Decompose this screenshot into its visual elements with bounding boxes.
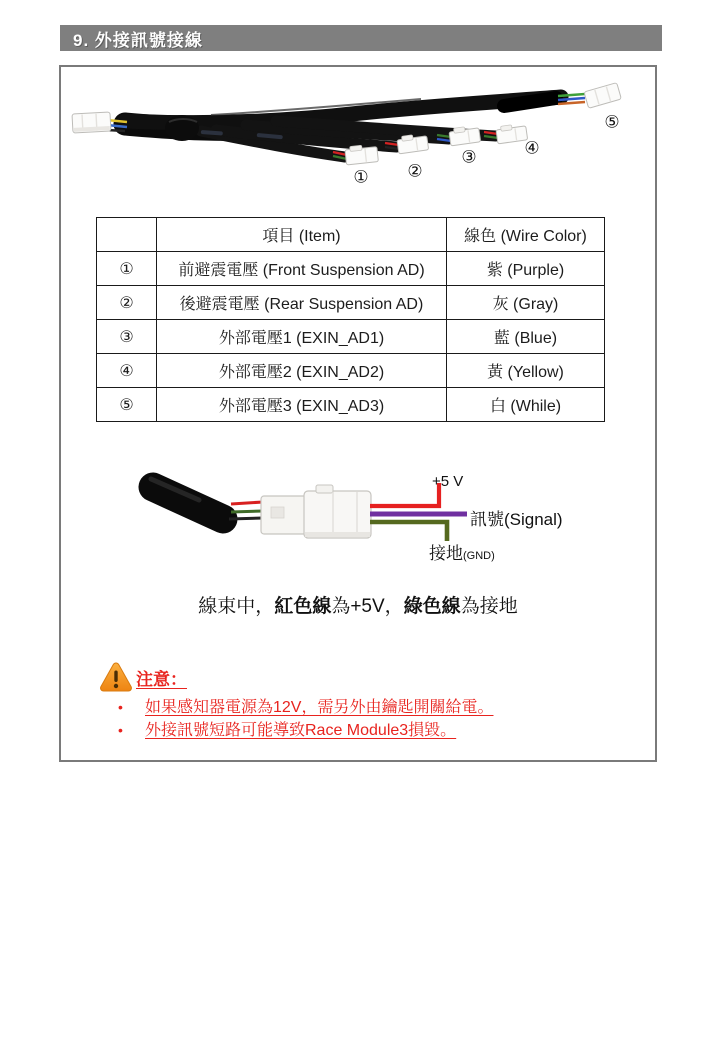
row3-item: 外部電壓1 (EXIN_AD1) (157, 320, 447, 354)
section-title: 9. 外接訊號接線 (73, 30, 203, 50)
connector-4 (496, 123, 528, 144)
caption-red-wire: 紅色線 (274, 596, 332, 617)
sensor-connector (261, 485, 371, 538)
row1-item: 前避震電壓 (Front Suspension AD) (157, 252, 447, 286)
warning-bullet-text: 外接訊號短路可能導致Race Module3損毀。 (145, 722, 457, 739)
photo-label-3: ③ (461, 147, 477, 167)
exclamation-bar (114, 671, 117, 683)
row1-num: ① (97, 252, 157, 286)
photo-label-5: ⑤ (604, 112, 620, 132)
warning-icon (99, 661, 133, 692)
connector-1 (345, 144, 379, 165)
row5-item: 外部電壓3 (EXIN_AD3) (157, 388, 447, 422)
connector-5 (584, 83, 621, 109)
row4-num: ④ (97, 354, 157, 388)
row2-item: 後避震電壓 (Rear Suspension AD) (157, 286, 447, 320)
row4-item: 外部電壓2 (EXIN_AD2) (157, 354, 447, 388)
caption-part: 為+5V， (331, 596, 404, 617)
caption-green-wire: 綠色線 (403, 596, 461, 617)
table-header-row (97, 218, 605, 252)
sensor-cable (153, 487, 223, 519)
photo-label-4: ④ (524, 138, 540, 158)
label-gnd-small: (GND) (463, 550, 495, 562)
row2-color: 灰 (Gray) (447, 286, 605, 320)
row1-color: 紫 (Purple) (447, 252, 605, 286)
label-gnd (429, 539, 495, 564)
table-row (97, 320, 605, 354)
table-row (97, 286, 605, 320)
header-item: 項目 (Item) (157, 218, 447, 252)
row3-num: ③ (97, 320, 157, 354)
label-gnd-text: 接地 (429, 544, 463, 563)
label-signal: 訊號(Signal) (470, 510, 563, 529)
bullet-dot: • (118, 722, 123, 738)
harness-caption (61, 591, 655, 618)
row2-num: ② (97, 286, 157, 320)
label-5v: +5 V (432, 473, 464, 490)
caption-part: 為接地 (460, 596, 518, 617)
row5-color: 白 (While) (447, 388, 605, 422)
warning-title: 注意： (136, 670, 187, 689)
section-title-bar (60, 25, 662, 51)
exclamation-dot (114, 684, 118, 688)
row5-num: ⑤ (97, 388, 157, 422)
warning-bullet-1 (118, 694, 493, 717)
heat-shrink (504, 98, 556, 106)
warning-bullet-2 (118, 717, 456, 740)
row4-color: 黃 (Yellow) (447, 354, 605, 388)
caption-part: 線束中， (198, 596, 275, 617)
row3-color: 藍 (Blue) (447, 320, 605, 354)
warning-bullet-text: 如果感知器電源為12V，需另外由鑰匙開關給電。 (145, 699, 494, 716)
bullet-dot: • (118, 699, 123, 715)
connector-left (72, 112, 111, 133)
photo-label-2: ② (407, 161, 423, 181)
wire-stubs-5 (558, 94, 585, 104)
table-row (97, 388, 605, 422)
photo-label-1: ① (353, 167, 369, 187)
table-row (97, 252, 605, 286)
header-wire-color: 線色 (Wire Color) (447, 218, 605, 252)
harness-photo (61, 75, 655, 215)
header-blank (97, 218, 157, 252)
table-row (97, 354, 605, 388)
wire-5v (370, 483, 439, 506)
wiring-table (96, 217, 605, 422)
